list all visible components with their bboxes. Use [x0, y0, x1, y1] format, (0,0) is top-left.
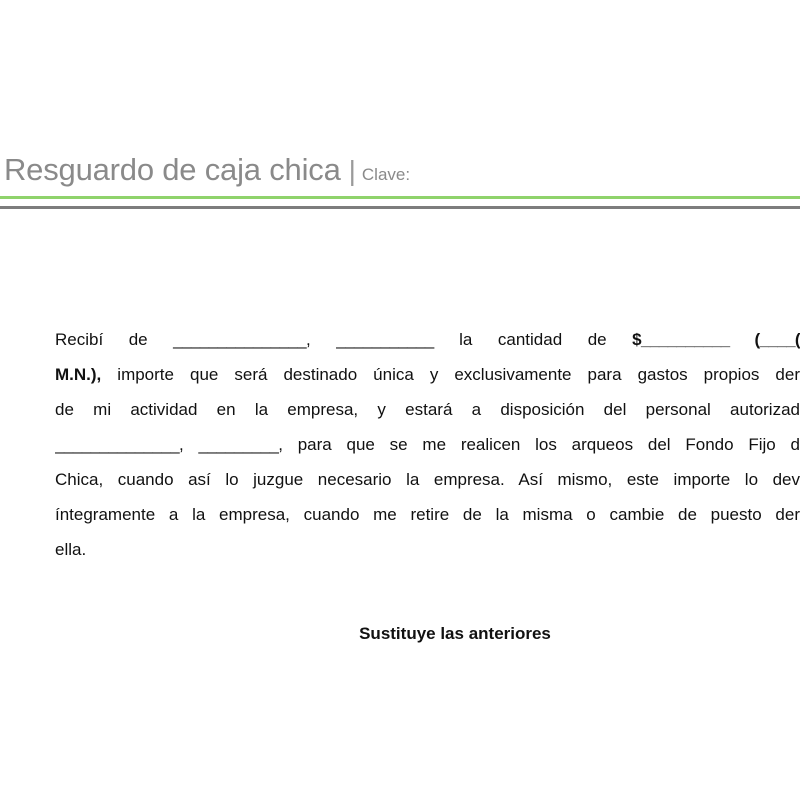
- green-divider: [0, 196, 800, 199]
- body-line-7: ella.: [55, 540, 87, 559]
- gray-divider: [0, 206, 800, 209]
- body-line-6: íntegramente a la empresa, cuando me retire de la misma o cambie de puesto der: [55, 505, 800, 524]
- body-line-3: de mi actividad en la empresa, y estará a disposición del personal autorizad: [55, 400, 800, 419]
- receipt-body: [55, 322, 800, 567]
- body-line-2: [55, 357, 800, 392]
- text-importe: importe que será destinado única y exclusivamente para gastos propios der: [101, 365, 800, 384]
- text-comma: ,: [305, 330, 337, 349]
- blank-authorized-1: ______________: [55, 435, 179, 454]
- blank-name: _______________: [173, 330, 306, 349]
- clave-label: Clave:: [361, 165, 411, 184]
- title-separator: |: [348, 155, 356, 186]
- body-line-1: [55, 322, 800, 357]
- blank-position: ___________: [336, 330, 434, 349]
- blank-amount: $__________: [632, 330, 730, 349]
- document-title: Resguardo de caja chica: [4, 152, 341, 187]
- blank-amount-words: (____(: [729, 330, 800, 349]
- text-recibi: Recibí de: [55, 330, 174, 349]
- document-header: [4, 152, 410, 188]
- blank-authorized-2: _________: [198, 435, 279, 454]
- body-line-4: [55, 427, 800, 462]
- text-cantidad: la cantidad de: [433, 330, 633, 349]
- text-comma-2: ,: [178, 435, 199, 454]
- text-arqueos: , para que se me realicen los arqueos del Fondo Fijo d: [278, 435, 800, 454]
- body-line-5: Chica, cuando así lo juzgue necesario la empresa. Así mismo, este importe lo dev: [55, 470, 800, 489]
- text-mn: M.N.),: [55, 365, 102, 384]
- closing-statement: Sustituye las anteriores: [359, 624, 551, 643]
